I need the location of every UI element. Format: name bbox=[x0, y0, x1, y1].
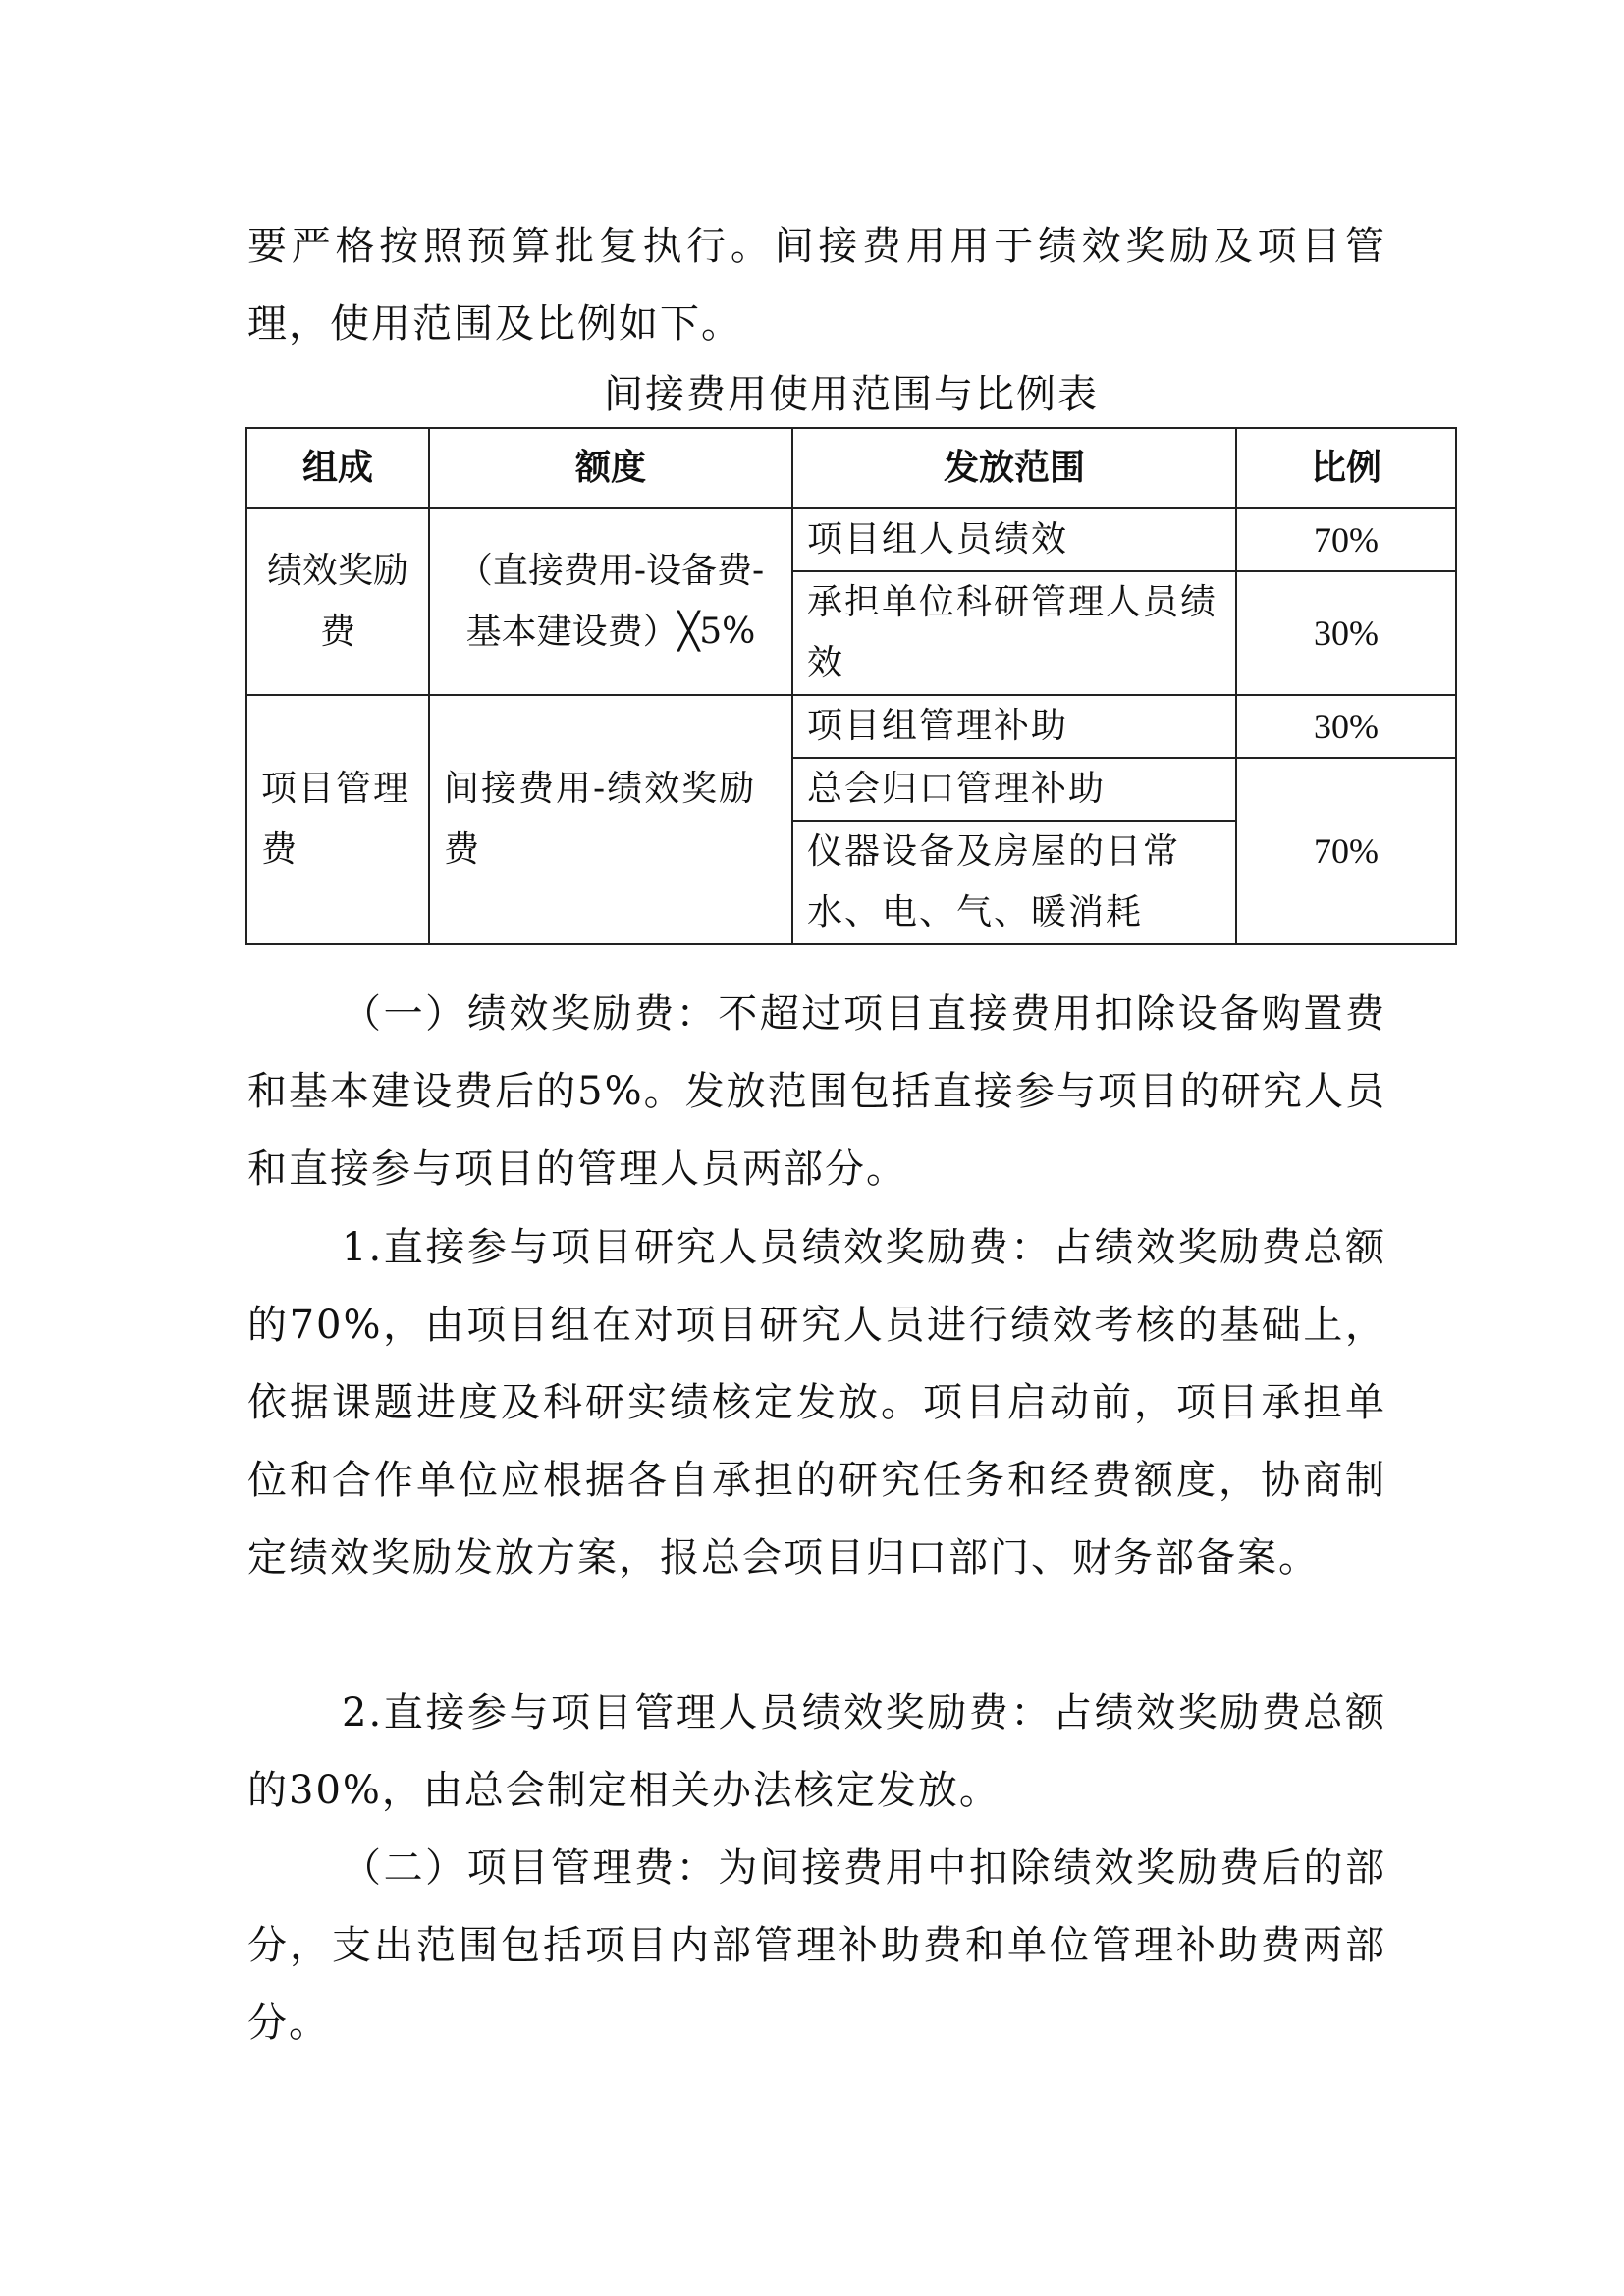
amount-cell-management: 间接费用-绩效奖励费 bbox=[429, 695, 792, 944]
scope-cell: 仪器设备及房屋的日常水、电、气、暖消耗 bbox=[792, 821, 1236, 944]
header-component: 组成 bbox=[246, 428, 429, 508]
table-header-row bbox=[246, 428, 1456, 508]
paragraph-research-staff-fee: 1.直接参与项目研究人员绩效奖励费：占绩效奖励费总额的70%，由项目组在对项目研究人员进行绩效考核的基础上，依据课题进度及科研实绩核定发放。项目启动前，项目承担单位和合作单位应根据各自承担的研究任务和经费额度，协商制定绩效奖励发放方案，报总会项目归口部门、财务部备案。 bbox=[247, 1225, 1386, 1580]
table-row bbox=[246, 695, 1456, 758]
scope-cell: 项目组人员绩效 bbox=[792, 508, 1236, 571]
table-row bbox=[246, 508, 1456, 571]
header-amount: 额度 bbox=[429, 428, 792, 508]
header-ratio: 比例 bbox=[1236, 428, 1456, 508]
paragraph-performance-fee: （一）绩效奖励费：不超过项目直接费用扣除设备购置费和基本建设费后的5%。发放范围包括直接参与项目的研究人员和直接参与项目的管理人员两部分。 bbox=[247, 991, 1386, 1192]
component-cell-performance: 绩效奖励费 bbox=[246, 508, 429, 695]
ratio-cell: 30% bbox=[1236, 571, 1456, 695]
amount-cell-performance: （直接费用-设备费-基本建设费）╳5% bbox=[429, 508, 792, 695]
header-scope: 发放范围 bbox=[792, 428, 1236, 508]
ratio-cell: 70% bbox=[1236, 758, 1456, 944]
scope-cell: 承担单位科研管理人员绩效 bbox=[792, 571, 1236, 695]
ratio-cell: 70% bbox=[1236, 508, 1456, 571]
ratio-cell: 30% bbox=[1236, 695, 1456, 758]
paragraph-management-staff-fee: 2.直接参与项目管理人员绩效奖励费：占绩效奖励费总额的30%，由总会制定相关办法核定发放。 bbox=[247, 1690, 1386, 1813]
scope-cell: 项目组管理补助 bbox=[792, 695, 1236, 758]
scope-cell: 总会归口管理补助 bbox=[792, 758, 1236, 821]
paragraph-management-fee: （二）项目管理费：为间接费用中扣除绩效奖励费后的部分，支出范围包括项目内部管理补助费和单位管理补助费两部分。 bbox=[247, 1845, 1386, 2046]
table-title: 间接费用使用范围与比例表 bbox=[604, 372, 1099, 417]
component-cell-management: 项目管理费 bbox=[246, 695, 429, 944]
allocation-table bbox=[245, 427, 1457, 945]
intro-paragraph: 要严格按照预算批复执行。间接费用用于绩效奖励及项目管理，使用范围及比例如下。 bbox=[247, 224, 1386, 347]
